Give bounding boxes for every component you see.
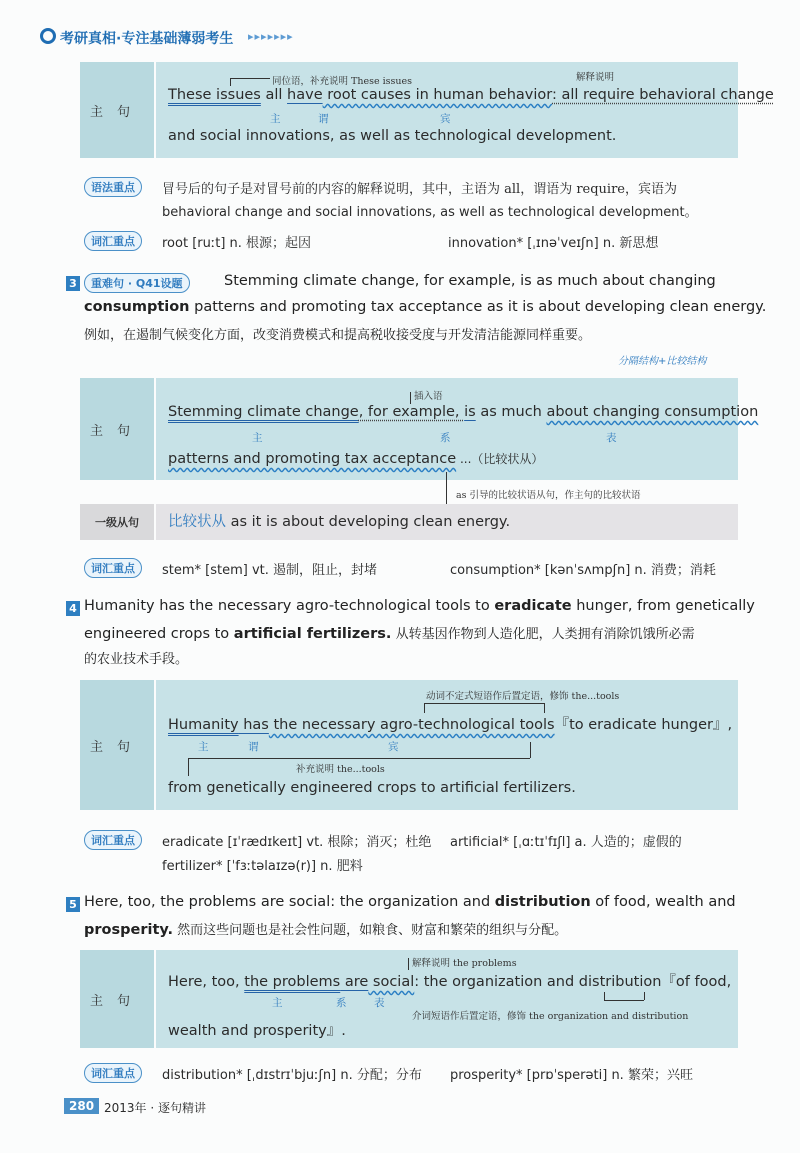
sentence-line: Here, too, the problems are social: the organization and distribution『of food, [168,974,732,990]
sentence-line: wealth and prosperity』. [168,1023,346,1039]
vocab-label: 词汇重点 [84,558,142,578]
sentence-line: patterns and promoting tax acceptance ...（比较状从） [168,451,544,467]
sentence-line: These issues all have root causes in human behavior: all require behavioral change [168,87,774,103]
vocab-item: consumption* [kənˈsʌmpʃn] n. 消费；消耗 [450,563,716,578]
vocab-item: prosperity* [prɒˈsperəti] n. 繁荣；兴旺 [450,1068,693,1083]
header-chevrons: ▸▸▸▸▸▸▸ [248,30,294,43]
explanation-note: 解释说明 the problems [412,958,517,969]
tag-subject: 主 [252,432,263,444]
grammar-point-label: 语法重点 [84,177,142,197]
vocab-item: distribution* [ˌdɪstrɪˈbjuːʃn] n. 分配；分布 [162,1068,422,1083]
english-sentence: consumption patterns and promoting tax acceptance as it is about developing clean energy. [84,299,767,315]
english-sentence: prosperity. 然而这些问题也是社会性问题，如粮食、财富和繁荣的组织与分配。 [84,922,568,938]
infinitive-note: 动词不定式短语作后置定语，修饰 the...tools [426,691,620,702]
sentence-line: and social innovations, as well as technological development. [168,128,617,144]
supplement-note: 补充说明 the...tools [296,764,385,775]
tag-predicative: 表 [606,432,617,444]
comparative-clause-note: as 引导的比较状语从句，作主句的比较状语 [456,490,641,501]
tag-predicative: 表 [374,997,385,1009]
subordinate-clause-label: 一级从句 [80,504,154,540]
vocab-item: stem* [stem] vt. 遏制，阻止，封堵 [162,563,378,578]
sentence-number: 4 [66,601,80,616]
chinese-translation: 例如，在遏制气候变化方面，改变消费模式和提高税收接受度与开发清洁能源同样重要。 [84,328,592,343]
structure-tag: 分隔结构+比较结构 [618,356,707,367]
tag-linking-verb: 系 [440,432,451,444]
parenthetical-note: 插入语 [414,391,443,402]
sentence-line: from genetically engineered crops to artificial fertilizers. [168,780,576,796]
vocab-label: 词汇重点 [84,1063,142,1083]
sentence-number: 5 [66,897,80,912]
chinese-translation: 的农业技术手段。 [84,652,189,667]
tag-object: 宾 [388,741,399,753]
header-title: 考研真相·专注基础薄弱考生 [60,31,234,47]
sentence-number: 3 [66,276,80,291]
tag-subject: 主 [272,997,283,1009]
tag-object: 宾 [440,113,451,125]
vocab-label: 词汇重点 [84,231,142,251]
main-clause-label: 主句 [80,378,154,480]
vocab-item: fertilizer* [ˈfɜːtəlaɪzə(r)] n. 肥料 [162,859,363,874]
tag-subject: 主 [198,741,209,753]
english-sentence: Here, too, the problems are social: the organization and distribution of food, wealth and [84,894,736,910]
sentence-line: 比较状从 as it is about developing clean energy. [168,514,511,530]
grammar-text: 冒号后的句子是对冒号前的内容的解释说明，其中，主语为 all，谓语为 require，宾语为 [162,182,677,197]
vocab-item: innovation* [ˌɪnəˈveɪʃn] n. 新思想 [448,236,659,251]
search-logo-icon [40,28,56,44]
sentence-line: Humanity has the necessary agro-technological tools『to eradicate hunger』, [168,717,733,733]
difficult-sentence-badge: 重难句 · Q41设题 [84,273,190,293]
vocab-item: root [ruːt] n. 根源；起因 [162,236,312,251]
footer-title: 2013年 · 逐句精讲 [104,1101,206,1115]
vocab-item: artificial* [ˌɑːtɪˈfɪʃl] a. 人造的；虚假的 [450,835,682,850]
grammar-text: behavioral change and social innovations, as well as technological development。 [162,205,698,220]
explain-note: 解释说明 [576,72,615,83]
main-clause-label: 主句 [80,62,154,158]
english-sentence: Stemming climate change, for example, is as much about changing [224,273,716,289]
vocab-label: 词汇重点 [84,830,142,850]
english-sentence: Humanity has the necessary agro-technological tools to eradicate hunger, from genetically [84,598,755,614]
tag-predicate: 谓 [318,113,329,125]
main-clause-label: 主句 [80,680,154,810]
tag-predicate: 谓 [248,741,259,753]
main-clause-label: 主句 [80,950,154,1048]
appositive-note: 同位语，补充说明 These issues [272,76,413,87]
sentence-line: Stemming climate change, for example, is as much about changing consumption [168,404,759,420]
vocab-item: eradicate [ɪˈrædɪkeɪt] vt. 根除；消灭；杜绝 [162,835,432,850]
page-number: 280 [64,1098,99,1114]
tag-linking-verb: 系 [336,997,347,1009]
prepositional-note: 介词短语作后置定语，修饰 the organization and distribution [412,1011,689,1022]
tag-subject: 主 [270,113,281,125]
english-sentence: engineered crops to artificial fertilizers. 从转基因作物到人造化肥，人类拥有消除饥饿所必需 [84,626,695,642]
